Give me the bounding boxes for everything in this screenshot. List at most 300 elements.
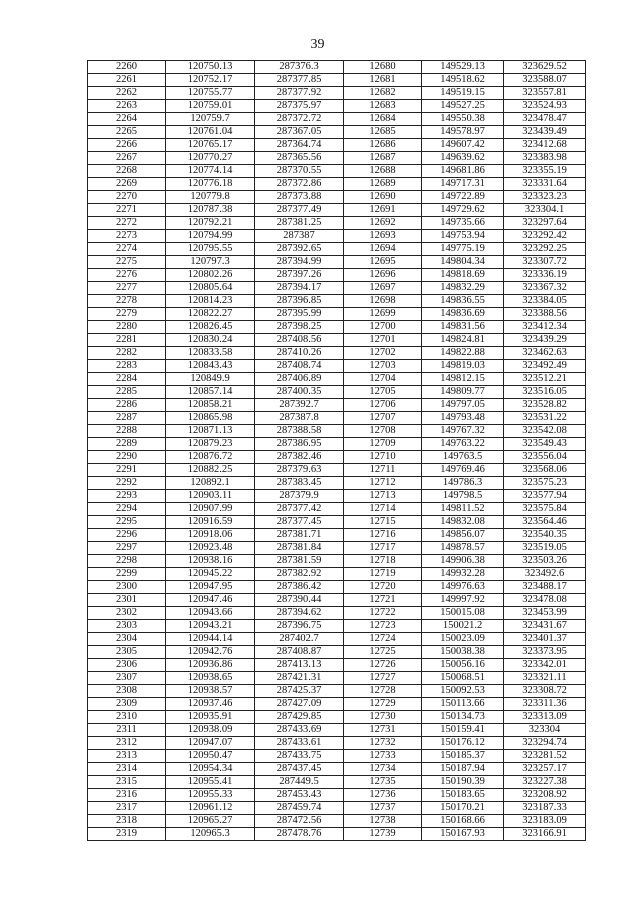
cell-point-id-left: 2289: [88, 438, 166, 451]
table-row: [88, 204, 586, 217]
cell-y-right: 323257.17: [504, 763, 586, 776]
cell-x-left: 120943.21: [166, 620, 255, 633]
table-row: [88, 243, 586, 256]
cell-y-left: 287400.35: [255, 386, 344, 399]
cell-x-left: 120947.95: [166, 581, 255, 594]
cell-point-id-left: 2318: [88, 815, 166, 828]
cell-y-left: 287392.65: [255, 243, 344, 256]
table-row: [88, 451, 586, 464]
cell-y-right: 323321.11: [504, 672, 586, 685]
cell-y-left: 287370.55: [255, 165, 344, 178]
cell-y-left: 287377.92: [255, 87, 344, 100]
cell-x-right: 149997.92: [422, 594, 504, 607]
cell-point-id-right: 12714: [344, 503, 422, 516]
cell-point-id-left: 2302: [88, 607, 166, 620]
cell-point-id-left: 2313: [88, 750, 166, 763]
cell-point-id-right: 12698: [344, 295, 422, 308]
page-number: 39: [310, 37, 325, 52]
cell-y-right: 323412.68: [504, 139, 586, 152]
cell-y-left: 287410.26: [255, 347, 344, 360]
cell-x-left: 120794.99: [166, 230, 255, 243]
cell-y-left: 287421.31: [255, 672, 344, 685]
table-row: [88, 165, 586, 178]
cell-point-id-left: 2305: [88, 646, 166, 659]
cell-point-id-right: 12701: [344, 334, 422, 347]
cell-y-right: 323588.07: [504, 74, 586, 87]
cell-point-id-right: 12685: [344, 126, 422, 139]
cell-x-right: 149832.29: [422, 282, 504, 295]
table-row: [88, 425, 586, 438]
cell-point-id-right: 12682: [344, 87, 422, 100]
cell-point-id-right: 12699: [344, 308, 422, 321]
cell-x-left: 120947.07: [166, 737, 255, 750]
cell-y-left: 287387.8: [255, 412, 344, 425]
table-row: [88, 347, 586, 360]
cell-x-left: 120935.91: [166, 711, 255, 724]
cell-x-left: 120937.46: [166, 698, 255, 711]
table-row: [88, 763, 586, 776]
table-row: [88, 412, 586, 425]
cell-y-right: 323367.32: [504, 282, 586, 295]
cell-x-left: 120879.23: [166, 438, 255, 451]
cell-x-left: 120770.27: [166, 152, 255, 165]
cell-y-left: 287375.97: [255, 100, 344, 113]
cell-x-left: 120955.41: [166, 776, 255, 789]
cell-y-left: 287372.72: [255, 113, 344, 126]
table-row: [88, 256, 586, 269]
cell-y-right: 323183.09: [504, 815, 586, 828]
cell-y-right: 323311.36: [504, 698, 586, 711]
cell-point-id-left: 2311: [88, 724, 166, 737]
cell-x-left: 120903.11: [166, 490, 255, 503]
cell-x-right: 149856.07: [422, 529, 504, 542]
cell-point-id-right: 12688: [344, 165, 422, 178]
cell-x-left: 120849.9: [166, 373, 255, 386]
cell-x-left: 120822.27: [166, 308, 255, 321]
cell-x-right: 149804.34: [422, 256, 504, 269]
cell-x-right: 149681.86: [422, 165, 504, 178]
cell-point-id-right: 12681: [344, 74, 422, 87]
cell-point-id-right: 12709: [344, 438, 422, 451]
cell-y-left: 287377.42: [255, 503, 344, 516]
cell-x-left: 120907.99: [166, 503, 255, 516]
cell-x-left: 120787.38: [166, 204, 255, 217]
cell-point-id-left: 2283: [88, 360, 166, 373]
cell-x-right: 149906.38: [422, 555, 504, 568]
cell-point-id-right: 12718: [344, 555, 422, 568]
cell-point-id-left: 2270: [88, 191, 166, 204]
cell-x-left: 120916.59: [166, 516, 255, 529]
cell-x-right: 149798.5: [422, 490, 504, 503]
cell-y-left: 287365.56: [255, 152, 344, 165]
cell-y-right: 323492.49: [504, 360, 586, 373]
cell-x-right: 149735.66: [422, 217, 504, 230]
table-row: [88, 386, 586, 399]
cell-y-right: 323540.35: [504, 529, 586, 542]
cell-y-right: 323383.98: [504, 152, 586, 165]
cell-point-id-right: 12712: [344, 477, 422, 490]
cell-x-right: 149519.15: [422, 87, 504, 100]
cell-y-right: 323439.49: [504, 126, 586, 139]
cell-x-right: 150170.21: [422, 802, 504, 815]
cell-point-id-left: 2295: [88, 516, 166, 529]
cell-point-id-right: 12705: [344, 386, 422, 399]
cell-point-id-left: 2301: [88, 594, 166, 607]
cell-x-right: 149819.03: [422, 360, 504, 373]
cell-x-left: 120857.14: [166, 386, 255, 399]
cell-x-right: 149753.94: [422, 230, 504, 243]
cell-x-left: 120759.7: [166, 113, 255, 126]
cell-x-left: 120965.27: [166, 815, 255, 828]
cell-point-id-right: 12702: [344, 347, 422, 360]
cell-y-left: 287382.46: [255, 451, 344, 464]
cell-x-left: 120892.1: [166, 477, 255, 490]
cell-point-id-right: 12684: [344, 113, 422, 126]
cell-x-right: 149729.62: [422, 204, 504, 217]
cell-point-id-right: 12689: [344, 178, 422, 191]
cell-y-left: 287379.63: [255, 464, 344, 477]
cell-x-left: 120759.01: [166, 100, 255, 113]
cell-point-id-left: 2316: [88, 789, 166, 802]
cell-point-id-right: 12727: [344, 672, 422, 685]
cell-x-right: 149811.52: [422, 503, 504, 516]
cell-x-left: 120961.12: [166, 802, 255, 815]
cell-y-right: 323342.01: [504, 659, 586, 672]
cell-x-right: 150056.16: [422, 659, 504, 672]
cell-point-id-right: 12696: [344, 269, 422, 282]
cell-y-left: 287392.7: [255, 399, 344, 412]
cell-x-left: 120945.22: [166, 568, 255, 581]
cell-y-left: 287429.85: [255, 711, 344, 724]
table-row: [88, 555, 586, 568]
cell-point-id-left: 2269: [88, 178, 166, 191]
cell-y-right: 323401.37: [504, 633, 586, 646]
cell-x-left: 120943.66: [166, 607, 255, 620]
cell-point-id-left: 2285: [88, 386, 166, 399]
cell-x-right: 149932.28: [422, 568, 504, 581]
cell-y-right: 323166.91: [504, 828, 586, 841]
table-row: [88, 620, 586, 633]
cell-x-left: 120938.09: [166, 724, 255, 737]
cell-y-left: 287394.17: [255, 282, 344, 295]
cell-y-left: 287398.25: [255, 321, 344, 334]
cell-point-id-left: 2263: [88, 100, 166, 113]
table-row: [88, 217, 586, 230]
cell-y-left: 287377.45: [255, 516, 344, 529]
table-row: [88, 750, 586, 763]
cell-y-left: 287472.56: [255, 815, 344, 828]
cell-y-left: 287382.92: [255, 568, 344, 581]
cell-x-left: 120805.64: [166, 282, 255, 295]
cell-point-id-left: 2288: [88, 425, 166, 438]
cell-y-left: 287367.05: [255, 126, 344, 139]
cell-point-id-left: 2307: [88, 672, 166, 685]
cell-x-right: 149832.08: [422, 516, 504, 529]
cell-x-left: 120833.58: [166, 347, 255, 360]
cell-x-right: 150021.2: [422, 620, 504, 633]
cell-y-left: 287408.74: [255, 360, 344, 373]
cell-point-id-left: 2304: [88, 633, 166, 646]
cell-y-right: 323323.23: [504, 191, 586, 204]
cell-x-right: 150187.94: [422, 763, 504, 776]
cell-point-id-left: 2267: [88, 152, 166, 165]
table-row: [88, 711, 586, 724]
cell-point-id-right: 12719: [344, 568, 422, 581]
cell-point-id-left: 2284: [88, 373, 166, 386]
cell-x-right: 149836.55: [422, 295, 504, 308]
cell-point-id-right: 12733: [344, 750, 422, 763]
cell-point-id-right: 12731: [344, 724, 422, 737]
cell-y-right: 323431.67: [504, 620, 586, 633]
cell-y-left: 287449.5: [255, 776, 344, 789]
cell-point-id-right: 12692: [344, 217, 422, 230]
table-row: [88, 802, 586, 815]
cell-x-right: 150183.65: [422, 789, 504, 802]
table-row: [88, 373, 586, 386]
cell-x-right: 149769.46: [422, 464, 504, 477]
table-row: [88, 737, 586, 750]
cell-y-right: 323208.92: [504, 789, 586, 802]
cell-x-left: 120954.34: [166, 763, 255, 776]
table-row: [88, 191, 586, 204]
table-row: [88, 685, 586, 698]
cell-point-id-right: 12732: [344, 737, 422, 750]
cell-point-id-right: 12723: [344, 620, 422, 633]
table-row: [88, 399, 586, 412]
cell-point-id-left: 2297: [88, 542, 166, 555]
cell-x-right: 150167.93: [422, 828, 504, 841]
cell-point-id-right: 12730: [344, 711, 422, 724]
table-row: [88, 87, 586, 100]
table-row: [88, 607, 586, 620]
cell-y-left: 287478.76: [255, 828, 344, 841]
cell-point-id-left: 2272: [88, 217, 166, 230]
cell-x-right: 149527.25: [422, 100, 504, 113]
cell-point-id-left: 2298: [88, 555, 166, 568]
cell-point-id-left: 2265: [88, 126, 166, 139]
cell-y-right: 323516.05: [504, 386, 586, 399]
cell-y-right: 323577.94: [504, 490, 586, 503]
table-row: [88, 126, 586, 139]
cell-point-id-left: 2308: [88, 685, 166, 698]
cell-x-left: 120795.55: [166, 243, 255, 256]
cell-point-id-left: 2268: [88, 165, 166, 178]
cell-y-right: 323478.08: [504, 594, 586, 607]
cell-y-left: 287396.85: [255, 295, 344, 308]
cell-point-id-right: 12697: [344, 282, 422, 295]
cell-point-id-right: 12690: [344, 191, 422, 204]
table-row: [88, 178, 586, 191]
cell-x-right: 149578.97: [422, 126, 504, 139]
table-row: [88, 334, 586, 347]
table-row: [88, 594, 586, 607]
cell-point-id-right: 12716: [344, 529, 422, 542]
cell-y-left: 287413.13: [255, 659, 344, 672]
cell-y-left: 287394.99: [255, 256, 344, 269]
cell-x-left: 120830.24: [166, 334, 255, 347]
cell-y-left: 287437.45: [255, 763, 344, 776]
cell-x-left: 120761.04: [166, 126, 255, 139]
cell-y-right: 323556.04: [504, 451, 586, 464]
cell-point-id-right: 12728: [344, 685, 422, 698]
cell-y-right: 323294.74: [504, 737, 586, 750]
cell-y-right: 323528.82: [504, 399, 586, 412]
cell-y-right: 323629.52: [504, 61, 586, 74]
cell-y-right: 323187.33: [504, 802, 586, 815]
cell-x-right: 149809.77: [422, 386, 504, 399]
cell-x-right: 149717.31: [422, 178, 504, 191]
cell-point-id-right: 12713: [344, 490, 422, 503]
table-row: [88, 542, 586, 555]
cell-y-right: 323412.34: [504, 321, 586, 334]
cell-point-id-left: 2260: [88, 61, 166, 74]
cell-y-right: 323297.64: [504, 217, 586, 230]
cell-point-id-right: 12704: [344, 373, 422, 386]
cell-y-left: 287397.26: [255, 269, 344, 282]
cell-point-id-left: 2271: [88, 204, 166, 217]
cell-y-left: 287387: [255, 230, 344, 243]
cell-point-id-left: 2279: [88, 308, 166, 321]
cell-y-left: 287388.58: [255, 425, 344, 438]
cell-y-right: 323462.63: [504, 347, 586, 360]
cell-point-id-right: 12738: [344, 815, 422, 828]
cell-point-id-right: 12739: [344, 828, 422, 841]
table-row: [88, 61, 586, 74]
cell-point-id-left: 2300: [88, 581, 166, 594]
table-row: [88, 672, 586, 685]
table-row: [88, 789, 586, 802]
cell-y-left: 287433.61: [255, 737, 344, 750]
cell-point-id-left: 2296: [88, 529, 166, 542]
cell-point-id-right: 12710: [344, 451, 422, 464]
cell-point-id-left: 2303: [88, 620, 166, 633]
cell-point-id-right: 12715: [344, 516, 422, 529]
cell-point-id-left: 2274: [88, 243, 166, 256]
cell-y-left: 287395.99: [255, 308, 344, 321]
cell-point-id-left: 2309: [88, 698, 166, 711]
cell-y-left: 287402.7: [255, 633, 344, 646]
cell-y-left: 287379.9: [255, 490, 344, 503]
cell-point-id-left: 2312: [88, 737, 166, 750]
cell-y-right: 323549.43: [504, 438, 586, 451]
cell-y-left: 287381.59: [255, 555, 344, 568]
cell-x-left: 120938.16: [166, 555, 255, 568]
cell-y-left: 287381.71: [255, 529, 344, 542]
cell-x-right: 150038.38: [422, 646, 504, 659]
cell-x-right: 149722.89: [422, 191, 504, 204]
cell-x-right: 149607.42: [422, 139, 504, 152]
cell-point-id-right: 12708: [344, 425, 422, 438]
cell-x-right: 150113.66: [422, 698, 504, 711]
cell-x-right: 149822.88: [422, 347, 504, 360]
cell-x-right: 150176.12: [422, 737, 504, 750]
table-row: [88, 477, 586, 490]
cell-x-right: 149878.57: [422, 542, 504, 555]
cell-y-right: 323304.1: [504, 204, 586, 217]
table-row: [88, 568, 586, 581]
table-row: [88, 230, 586, 243]
cell-x-right: 150015.08: [422, 607, 504, 620]
cell-y-left: 287406.89: [255, 373, 344, 386]
cell-x-left: 120865.98: [166, 412, 255, 425]
cell-x-right: 149775.19: [422, 243, 504, 256]
cell-y-left: 287376.3: [255, 61, 344, 74]
cell-y-right: 323488.17: [504, 581, 586, 594]
cell-point-id-right: 12686: [344, 139, 422, 152]
table-row: [88, 74, 586, 87]
cell-point-id-right: 12693: [344, 230, 422, 243]
cell-point-id-left: 2294: [88, 503, 166, 516]
table-row: [88, 698, 586, 711]
table-row: [88, 282, 586, 295]
cell-x-left: 120965.3: [166, 828, 255, 841]
cell-point-id-left: 2287: [88, 412, 166, 425]
cell-x-left: 120947.46: [166, 594, 255, 607]
cell-y-right: 323439.29: [504, 334, 586, 347]
cell-x-right: 149763.5: [422, 451, 504, 464]
cell-y-left: 287377.85: [255, 74, 344, 87]
cell-point-id-right: 12694: [344, 243, 422, 256]
cell-y-right: 323519.05: [504, 542, 586, 555]
cell-y-left: 287383.45: [255, 477, 344, 490]
cell-y-right: 323308.72: [504, 685, 586, 698]
cell-point-id-left: 2310: [88, 711, 166, 724]
cell-y-left: 287425.37: [255, 685, 344, 698]
cell-x-left: 120938.65: [166, 672, 255, 685]
table-row: [88, 308, 586, 321]
table-row: [88, 815, 586, 828]
table-row: [88, 581, 586, 594]
cell-y-right: 323281.52: [504, 750, 586, 763]
cell-point-id-left: 2291: [88, 464, 166, 477]
cell-point-id-left: 2276: [88, 269, 166, 282]
table-row: [88, 633, 586, 646]
cell-y-right: 323292.42: [504, 230, 586, 243]
cell-point-id-left: 2273: [88, 230, 166, 243]
cell-point-id-right: 12729: [344, 698, 422, 711]
cell-point-id-left: 2266: [88, 139, 166, 152]
coordinates-table: [87, 60, 586, 841]
cell-x-right: 150185.37: [422, 750, 504, 763]
cell-x-right: 150092.53: [422, 685, 504, 698]
cell-x-left: 120950.47: [166, 750, 255, 763]
cell-x-right: 149818.69: [422, 269, 504, 282]
cell-y-right: 323388.56: [504, 308, 586, 321]
cell-y-left: 287427.09: [255, 698, 344, 711]
table-row: [88, 503, 586, 516]
cell-x-left: 120938.57: [166, 685, 255, 698]
cell-point-id-left: 2262: [88, 87, 166, 100]
cell-x-right: 149529.13: [422, 61, 504, 74]
cell-y-left: 287396.75: [255, 620, 344, 633]
cell-y-left: 287386.95: [255, 438, 344, 451]
cell-point-id-left: 2299: [88, 568, 166, 581]
table-row: [88, 646, 586, 659]
cell-y-left: 287377.49: [255, 204, 344, 217]
cell-point-id-right: 12703: [344, 360, 422, 373]
cell-x-left: 120918.06: [166, 529, 255, 542]
table-row: [88, 360, 586, 373]
table-row: [88, 438, 586, 451]
cell-x-left: 120752.17: [166, 74, 255, 87]
cell-x-right: 149767.32: [422, 425, 504, 438]
cell-x-left: 120797.3: [166, 256, 255, 269]
cell-y-right: 323478.47: [504, 113, 586, 126]
cell-point-id-right: 12717: [344, 542, 422, 555]
cell-point-id-right: 12736: [344, 789, 422, 802]
cell-x-right: 149763.22: [422, 438, 504, 451]
cell-y-right: 323384.05: [504, 295, 586, 308]
